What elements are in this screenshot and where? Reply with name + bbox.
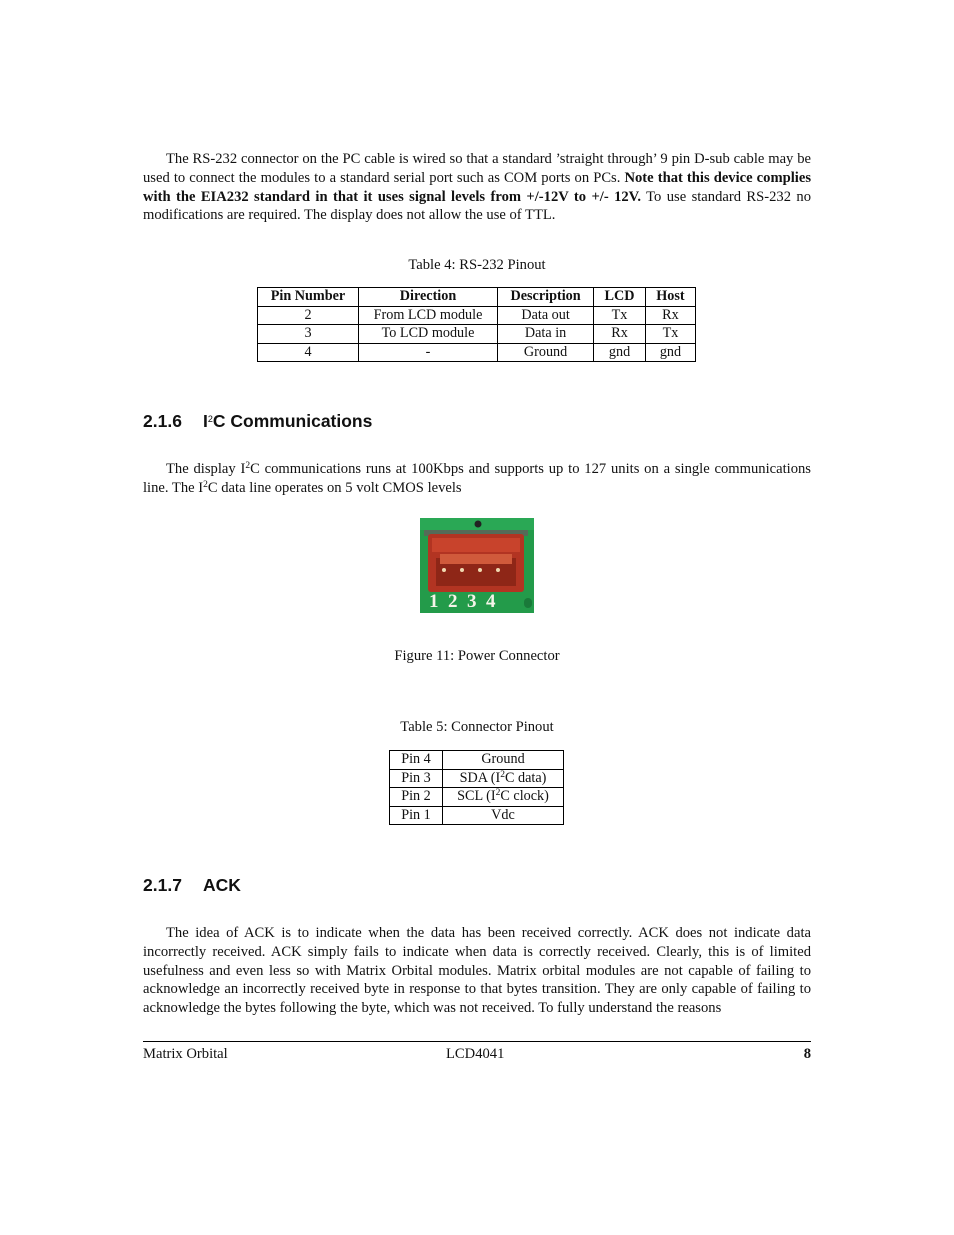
table5-caption: Table 5: Connector Pinout [400, 719, 554, 735]
table4-caption: Table 4: RS-232 Pinout [408, 257, 546, 273]
table-row [390, 751, 564, 770]
table-cell: 4 [258, 343, 359, 362]
section-title: ACK [203, 875, 241, 895]
table-row [258, 343, 696, 362]
page-number: 8 [803, 1046, 811, 1062]
table-cell: To LCD module [359, 325, 498, 344]
table-cell: From LCD module [359, 306, 498, 325]
intro-bold-note: Note that this device complies with the EIA232 standard in that it uses signal levels from +/-12V to +/- 12V. [143, 169, 811, 205]
section-217-heading [143, 875, 241, 896]
section-216-heading [143, 411, 372, 432]
section-number: 2.1.6 [143, 411, 182, 431]
i2c-sup2: 2 [203, 479, 208, 490]
figure11-caption: Figure 11: Power Connector [394, 648, 560, 664]
i2c-text-b: C communications runs at 100Kbps and supports up to 127 units on a single communications line. The I [143, 461, 811, 496]
i2c-text-c: C data line operates on 5 volt CMOS levels [207, 479, 462, 496]
table-cell: Pin 1 [390, 806, 443, 825]
section-number: 2.1.7 [143, 875, 182, 895]
table-row [258, 325, 696, 344]
table-cell [443, 751, 564, 770]
table-cell: Data out [498, 306, 594, 325]
section-title-sup: 2 [207, 414, 213, 424]
pin-label: 3 [467, 591, 477, 612]
cell-sup: 2 [495, 788, 501, 798]
table-cell: Tx [645, 325, 695, 344]
table-cell [443, 788, 564, 807]
power-connector-photo [420, 518, 534, 613]
pin-label: 4 [486, 591, 496, 612]
table-cell: Pin 4 [390, 751, 443, 770]
connector-pinout-table [389, 750, 564, 825]
i2c-text-a: The display I [166, 461, 246, 477]
pin-label: 1 [429, 591, 439, 612]
table-row [390, 788, 564, 807]
i2c-sup1: 2 [245, 461, 251, 471]
table-cell [443, 806, 564, 825]
footer-center: LCD4041 [446, 1046, 505, 1062]
table-cell: Data in [498, 325, 594, 344]
table-cell: gnd [594, 343, 646, 362]
page-footer [143, 1041, 811, 1062]
cell-text: C data) [504, 769, 547, 786]
i2c-paragraph [143, 460, 811, 498]
intro-text-part2: To use standard RS-232 no modifications are required. The display does not allow the use of TTL. [143, 188, 811, 224]
header-pin-number: Pin Number [258, 288, 359, 307]
header-host: Host [645, 288, 695, 307]
table-cell: gnd [645, 343, 695, 362]
table-cell: 2 [258, 306, 359, 325]
cell-text: Ground [481, 751, 525, 767]
header-direction: Direction [359, 288, 498, 307]
section-title-rest: C Communications [212, 411, 373, 431]
cell-text: SCL (I [457, 788, 496, 804]
cell-text: SDA (I [459, 769, 501, 786]
footer-left: Matrix Orbital [143, 1046, 228, 1062]
pin-label: 2 [448, 591, 458, 612]
table-cell: 3 [258, 325, 359, 344]
table-row [390, 769, 564, 788]
table-row [258, 306, 696, 325]
table-cell: Pin 3 [390, 769, 443, 788]
table-row [390, 806, 564, 825]
table-cell: - [359, 343, 498, 362]
table-cell: Pin 2 [390, 788, 443, 807]
table-cell: Tx [594, 306, 646, 325]
table-header-row [258, 288, 696, 307]
header-lcd: LCD [594, 288, 646, 307]
intro-text-part1: The RS-232 connector on the PC cable is wired so that a standard ’straight through’ 9 pin D-sub cable may be used to connect the modules to a standard serial port such as COM ports on PCs. [143, 151, 811, 186]
table-cell: Rx [645, 306, 695, 325]
cell-text: C clock) [500, 788, 549, 804]
header-description: Description [498, 288, 594, 307]
pin-labels [429, 591, 505, 613]
table-cell: Rx [594, 325, 646, 344]
intro-paragraph [143, 150, 811, 225]
ack-paragraph: The idea of ACK is to indicate when the data has been received correctly. ACK does not indicate data incorrectly received. ACK simply fails to indicate when data is correctly received. Clearly, this is of limited usefulness and even less so with Matrix Orbital modules. Matrix orbital modules are not capable of failing to acknowledge an incorrectly received byte in response to that bytes transition. They are only capable of failing to acknowledge the bytes following the byte, which was not received. To fully understand the reasons [143, 925, 811, 1017]
cell-text: Vdc [491, 806, 515, 823]
table-cell: Ground [498, 343, 594, 362]
rs232-pinout-table [257, 287, 696, 362]
section-title-prefix: I [203, 411, 208, 431]
table-cell [443, 769, 564, 788]
cell-sup: 2 [500, 769, 505, 780]
